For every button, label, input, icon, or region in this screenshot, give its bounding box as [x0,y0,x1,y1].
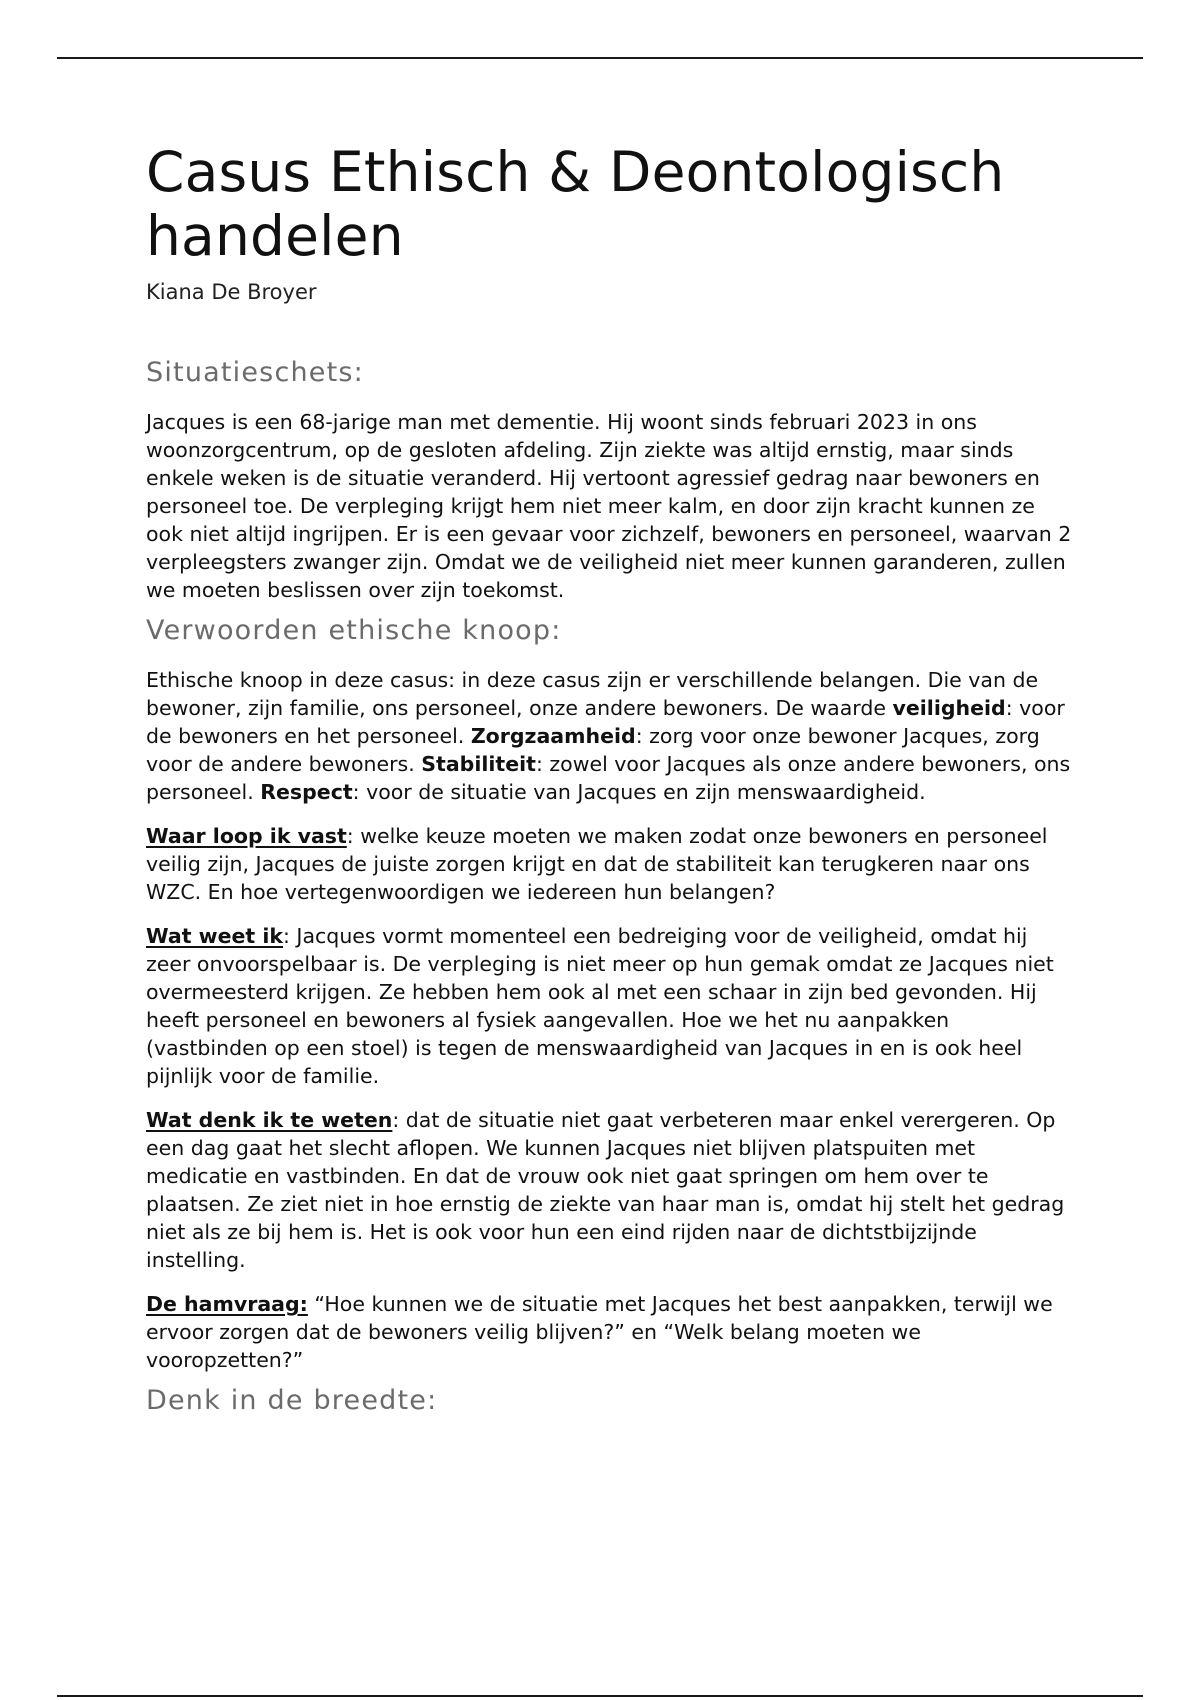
situatieschets-paragraph: Jacques is een 68-jarige man met dementie. Hij woont sinds februari 2023 in ons woonzorgcentrum, op de gesloten afdeling. Zijn ziekte was altijd ernstig, maar sinds enkele weken is de situatie veranderd. Hij vertoont agressief gedrag naar bewoners en personeel toe. De verpleging krijgt hem niet meer kalm, en door zijn kracht kunnen ze ook niet altijd ingrijpen. Er is een gevaar voor zichzelf, bewoners en personeel, waarvan 2 verpleegsters zwanger zijn. Omdat we de veiligheid niet meer kunnen garanderen, zullen we moeten beslissen over zijn toekomst. [146,410,1072,602]
wat-weet-ik-label: Wat weet ik [146,924,283,948]
waar-loop-ik-vast-paragraph [146,822,1076,906]
ethische-knoop-paragraph [146,666,1076,806]
value-text-veiligheid: : voor de bewoners en het personeel. [146,696,1065,748]
hamvraag-text: “Hoe kunnen we de situatie met Jacques het best aanpakken, terwijl we ervoor zorgen dat de bewoners veilig blijven?” en “Welk belang moeten we vooropzetten?” [146,1292,1053,1372]
value-term-veiligheid: veiligheid [892,696,1006,720]
heading-ethische-knoop: Verwoorden ethische knoop: [146,615,562,646]
heading-denk-in-de-breedte: Denk in de breedte: [146,1385,438,1416]
value-text-respect: : voor de situatie van Jacques en zijn menswaardigheid. [352,780,926,804]
header-rule [57,57,1143,59]
heading-situatieschets: Situatieschets: [146,357,364,388]
hamvraag-label: De hamvraag: [146,1292,308,1316]
value-term-stabiliteit: Stabiliteit [421,752,536,776]
wat-weet-ik-paragraph [146,922,1076,1090]
value-text-zorgzaamheid: : zorg voor onze bewoner Jacques, zorg voor de andere bewoners. [146,724,1040,776]
value-term-respect: Respect [260,780,353,804]
hamvraag-paragraph [146,1290,1076,1374]
wat-weet-ik-text: : Jacques vormt momenteel een bedreiging voor de veiligheid, omdat hij zeer onvoorspelbaar is. De verpleging is niet meer op hun gemak omdat ze Jacques niet overmeesterd krijgen. Ze hebben hem ook al met een schaar in zijn bed gevonden. Hij heeft personeel en bewoners al fysiek aangevallen. Hoe we het nu aanpakken (vastbinden op een stoel) is tegen de menswaardigheid van Jacques in en is ook heel pijnlijk voor de familie. [146,924,1054,1088]
wat-denk-ik-te-weten-label: Wat denk ik te weten [146,1108,393,1132]
wat-denk-ik-te-weten-paragraph [146,1106,1076,1274]
footer-rule [57,1695,1143,1697]
document-body [146,140,1076,1418]
document-author: Kiana De Broyer [146,280,317,304]
value-text-stabiliteit: : zowel voor Jacques als onze andere bewoners, ons personeel. [146,752,1071,804]
knoop-intro-text: Ethische knoop in deze casus: in deze casus zijn er verschillende belangen. Die van de bewoner, zijn familie, ons personeel, onze andere bewoners. De waarde [146,668,1039,720]
value-term-zorgzaamheid: Zorgzaamheid [470,724,636,748]
waar-loop-ik-vast-label: Waar loop ik vast [146,824,347,848]
waar-loop-ik-vast-text: : welke keuze moeten we maken zodat onze bewoners en personeel veilig zijn, Jacques de juiste zorgen krijgt en dat de stabiliteit kan terugkeren naar ons WZC. En hoe vertegenwoordigen we iedereen hun belangen? [146,824,1048,904]
wat-denk-ik-te-weten-text: : dat de situatie niet gaat verbeteren maar enkel verergeren. Op een dag gaat het slecht aflopen. We kunnen Jacques niet blijven platspuiten met medicatie en vastbinden. En dat de vrouw ook niet gaat springen om hem over te plaatsen. Ze ziet niet in hoe ernstig de ziekte van haar man is, omdat hij stelt het gedrag niet als ze bij hem is. Het is ook voor hun een eind rijden naar de dichtstbijzijnde instelling. [146,1108,1065,1272]
document-title: Casus Ethisch & Deontologisch handelen [146,140,1005,268]
